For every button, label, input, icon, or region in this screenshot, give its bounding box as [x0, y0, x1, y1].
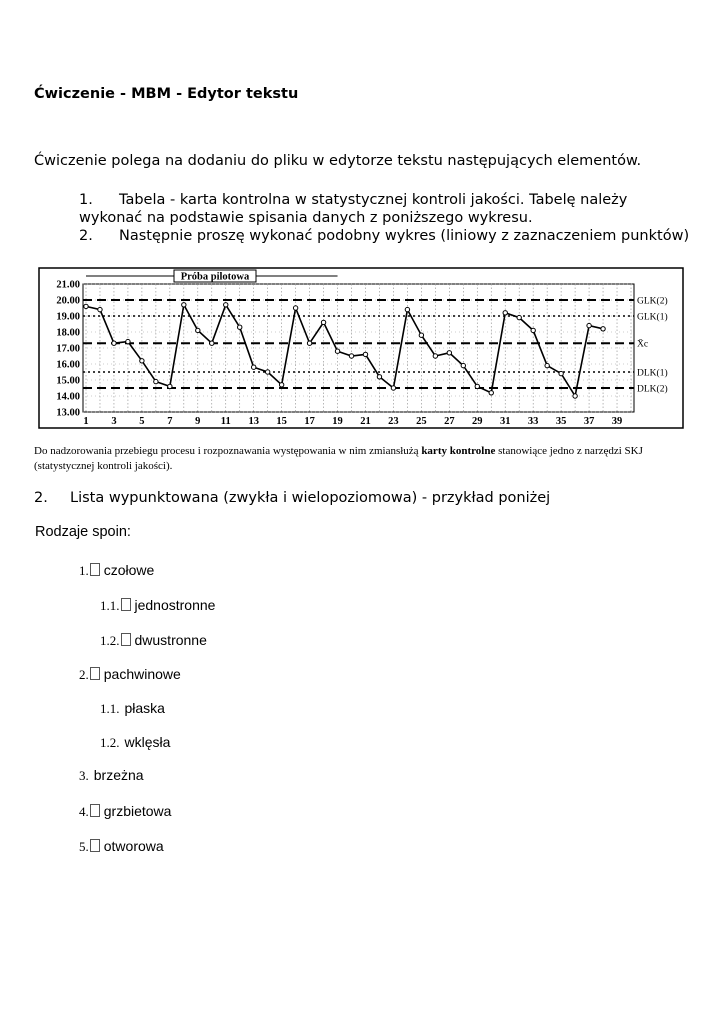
list-marker: 1.2.	[100, 735, 120, 750]
section-text: Lista wypunktowana (zwykła i wielopoziomowa) - przykład poniżej	[70, 490, 551, 506]
section-2-heading	[34, 490, 550, 506]
x-tick-label: 23	[388, 416, 399, 427]
task-number: 2.	[79, 228, 93, 244]
list-item	[100, 597, 215, 614]
data-point	[601, 327, 605, 331]
list-marker: 4.	[79, 804, 89, 819]
x-tick-label: 7	[167, 416, 173, 427]
data-point	[154, 379, 158, 383]
data-point	[126, 339, 130, 343]
data-point	[321, 320, 325, 324]
missing-glyph-box	[121, 598, 131, 611]
list-item	[100, 632, 207, 649]
missing-glyph-box	[90, 804, 100, 817]
list-item	[79, 666, 181, 683]
control-chart	[36, 262, 686, 432]
task-item-1-continuation	[79, 209, 533, 227]
list-marker: 1.2.	[100, 633, 120, 648]
list-marker: 3.	[79, 768, 89, 783]
list-marker: 5.	[79, 839, 89, 854]
list-marker: 1.1.	[100, 701, 120, 716]
missing-glyph-box	[90, 839, 100, 852]
list-item-text: czołowe	[103, 562, 155, 578]
control-line-label: GLK(2)	[637, 296, 668, 307]
list-item-text: dwustronne	[134, 632, 207, 648]
missing-glyph-box	[90, 667, 100, 680]
task-text: Tabela - karta kontrolna w statystycznej kontroli jakości. Tabelę należy	[119, 192, 628, 208]
x-tick-label: 29	[472, 416, 483, 427]
data-point	[182, 303, 186, 307]
missing-glyph-box	[90, 563, 100, 576]
caption-text: Do nadzorowania przebiegu procesu i rozpoznawania występowania w nim zmiansłużą	[34, 445, 422, 457]
data-point	[251, 365, 255, 369]
data-point	[279, 383, 283, 387]
annotation-label: Próba pilotowa	[180, 271, 250, 283]
y-tick-label: 14.00	[56, 391, 80, 403]
x-tick-label: 11	[220, 416, 231, 427]
data-point	[84, 304, 88, 308]
list-item-text: pachwinowe	[103, 666, 181, 682]
data-point	[112, 341, 116, 345]
data-point	[517, 315, 521, 319]
section-number: 2.	[34, 490, 48, 506]
data-point	[559, 371, 563, 375]
task-text: wykonać na podstawie spisania danych z poniższego wykresu.	[79, 210, 533, 226]
x-tick-label: 25	[416, 416, 427, 427]
x-tick-label: 31	[499, 416, 511, 427]
list-heading: Rodzaje spoin:	[35, 524, 131, 540]
task-number: 1.	[79, 192, 93, 208]
control-line-label: X̄c	[637, 339, 649, 350]
list-item-text: otworowa	[103, 838, 164, 854]
x-tick-label: 17	[304, 416, 315, 427]
intro-paragraph: Ćwiczenie polega na dodaniu do pliku w edytorze tekstu następujących elementów.	[34, 153, 642, 169]
data-point	[433, 354, 437, 358]
list-item	[100, 734, 170, 751]
data-point	[224, 303, 228, 307]
data-point	[377, 375, 381, 379]
y-tick-label: 21.00	[56, 279, 80, 291]
task-item-1	[79, 191, 627, 209]
list-marker: 1.1.	[100, 598, 120, 613]
chart-caption	[34, 444, 694, 474]
x-tick-label: 39	[611, 416, 623, 427]
document-title: Ćwiczenie - MBM - Edytor tekstu	[34, 86, 299, 102]
data-point	[238, 325, 242, 329]
data-point	[503, 311, 507, 315]
list-marker: 2.	[79, 667, 89, 682]
y-tick-label: 17.00	[56, 343, 80, 355]
x-tick-label: 13	[248, 416, 259, 427]
y-tick-label: 16.00	[56, 359, 80, 371]
data-point	[196, 328, 200, 332]
data-point	[210, 341, 214, 345]
x-tick-label: 15	[276, 416, 287, 427]
caption-text-end: stanowiące jedno z narzędzi SKJ (statystycznej kontroli jakości).	[34, 445, 643, 472]
x-tick-label: 9	[195, 416, 201, 427]
data-point	[489, 391, 493, 395]
data-point	[140, 359, 144, 363]
y-tick-label: 19.00	[56, 311, 80, 323]
series-line	[86, 305, 603, 396]
y-tick-label: 13.00	[56, 407, 80, 419]
x-tick-label: 21	[360, 416, 371, 427]
data-point	[335, 349, 339, 353]
x-tick-label: 33	[527, 416, 539, 427]
x-tick-label: 1	[83, 416, 89, 427]
list-item	[100, 700, 165, 717]
data-point	[168, 384, 172, 388]
list-item-text: wklęsła	[124, 734, 171, 750]
control-line-label: DLK(1)	[637, 368, 668, 379]
data-point	[573, 394, 577, 398]
data-point	[349, 354, 353, 358]
data-point	[405, 307, 409, 311]
x-tick-label: 19	[332, 416, 343, 427]
data-point	[531, 328, 535, 332]
control-chart-svg	[36, 262, 686, 432]
y-tick-label: 20.00	[56, 295, 80, 307]
data-point	[461, 363, 465, 367]
control-line-label: DLK(2)	[637, 384, 668, 395]
y-tick-label: 18.00	[56, 327, 80, 339]
caption-bold: karty kontrolne	[421, 445, 496, 457]
data-point	[98, 307, 102, 311]
list-item	[79, 562, 154, 579]
data-point	[447, 351, 451, 355]
data-point	[419, 333, 423, 337]
x-tick-label: 37	[583, 416, 595, 427]
data-point	[293, 306, 297, 310]
data-point	[587, 323, 591, 327]
data-point	[265, 370, 269, 374]
task-text: Następnie proszę wykonać podobny wykres (liniowy z zaznaczeniem punktów)	[119, 228, 690, 244]
list-item	[79, 803, 171, 820]
list-marker: 1.	[79, 563, 89, 578]
y-tick-label: 15.00	[56, 375, 80, 387]
list-item-text: grzbietowa	[103, 803, 172, 819]
data-point	[391, 386, 395, 390]
x-tick-label: 5	[139, 416, 145, 427]
x-tick-label: 3	[111, 416, 117, 427]
data-point	[307, 341, 311, 345]
list-item-text: brzeżna	[93, 767, 144, 783]
data-point	[545, 363, 549, 367]
data-point	[475, 384, 479, 388]
missing-glyph-box	[121, 633, 131, 646]
list-item	[79, 838, 164, 855]
x-tick-label: 27	[444, 416, 455, 427]
x-tick-label: 35	[555, 416, 567, 427]
list-item	[79, 767, 144, 784]
list-item-text: jednostronne	[134, 597, 216, 613]
data-point	[363, 352, 367, 356]
control-line-label: GLK(1)	[637, 312, 668, 323]
task-item-2	[79, 227, 689, 245]
list-item-text: płaska	[124, 700, 165, 716]
